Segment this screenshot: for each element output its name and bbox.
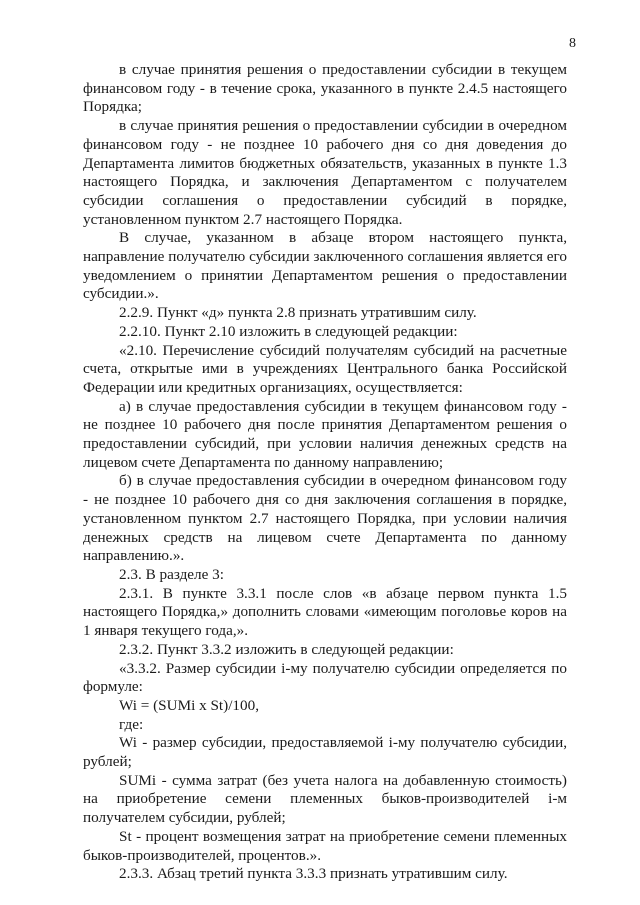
paragraph: 2.3.1. В пункте 3.3.1 после слов «в абзаце первом пункта 1.5 настоящего Порядка,» дополнить словами «имеющим поголовье коров на 1 января текущего года,». [83, 584, 567, 640]
paragraph: 2.3. В разделе 3: [119, 565, 224, 583]
paragraph: В случае, указанном в абзаце втором настоящего пункта, направление получателю субсидии заключенного соглашения является его уведомлением о принятии Департаментом решения о предоставлении субсидии.». [83, 229, 567, 303]
page-number: 8 [569, 36, 576, 51]
paragraph: 2.2.10. Пункт 2.10 изложить в следующей редакции: [119, 322, 458, 340]
formula: Wi = (SUMi x St)/100, [119, 696, 260, 714]
paragraph: а) в случае предоставления субсидии в текущем финансовом году - не позднее 10 рабочего дня после принятия Департаментом решения о предоставлении субсидий, при условии наличия денежных средств на лицевом счете Департамента по данному направлению; [83, 397, 567, 471]
paragraph: «2.10. Перечисление субсидий получателям субсидий на расчетные счета, открытые ими в учреждениях Центрального банка Российской Федерации или кредитных организациях, осуществляется: [83, 341, 567, 396]
paragraph: 2.3.3. Абзац третий пункта 3.3.3 признать утратившим силу. [119, 865, 508, 883]
paragraph: б) в случае предоставления субсидии в очередном финансовом году - не позднее 10 рабочего дня со дня заключения соглашения в порядке, установленном пунктом 2.7 настоящего Порядка, при условии наличия денежных средств на лицевом счете Департамента по данному направлению.». [83, 472, 567, 565]
paragraph: в случае принятия решения о предоставлении субсидии в текущем финансовом году - в течение срока, указанного в пункте 2.4.5 настоящего Порядка; [83, 61, 567, 116]
paragraph: St - процент возмещения затрат на приобретение семени племенных быков-производителей, процентов.». [83, 827, 567, 864]
paragraph: Wi - размер субсидии, предоставляемой i-му получателю субсидии, рублей; [83, 734, 567, 771]
paragraph: 2.3.2. Пункт 3.3.2 изложить в следующей редакции: [119, 640, 454, 658]
paragraph: где: [119, 715, 144, 733]
document-body [83, 61, 567, 884]
paragraph: «3.3.2. Размер субсидии i-му получателю субсидии определяется по формуле: [83, 659, 567, 696]
paragraph: 2.2.9. Пункт «д» пункта 2.8 признать утратившим силу. [119, 304, 477, 322]
paragraph: в случае принятия решения о предоставлении субсидии в очередном финансовом году - не позднее 10 рабочего дня со дня доведения до Департамента лимитов бюджетных обязательств, указанных в пункте 1.3 настоящего Порядка, и заключения Департаментом с получателем субсидии соглашения о предоставлении субсидий в порядке, установленном пунктом 2.7 настоящего Порядка. [83, 117, 567, 228]
paragraph: SUMi - сумма затрат (без учета налога на добавленную стоимость) на приобретение семени племенных быков-производителей i-м получателем субсидии, рублей; [83, 771, 567, 827]
